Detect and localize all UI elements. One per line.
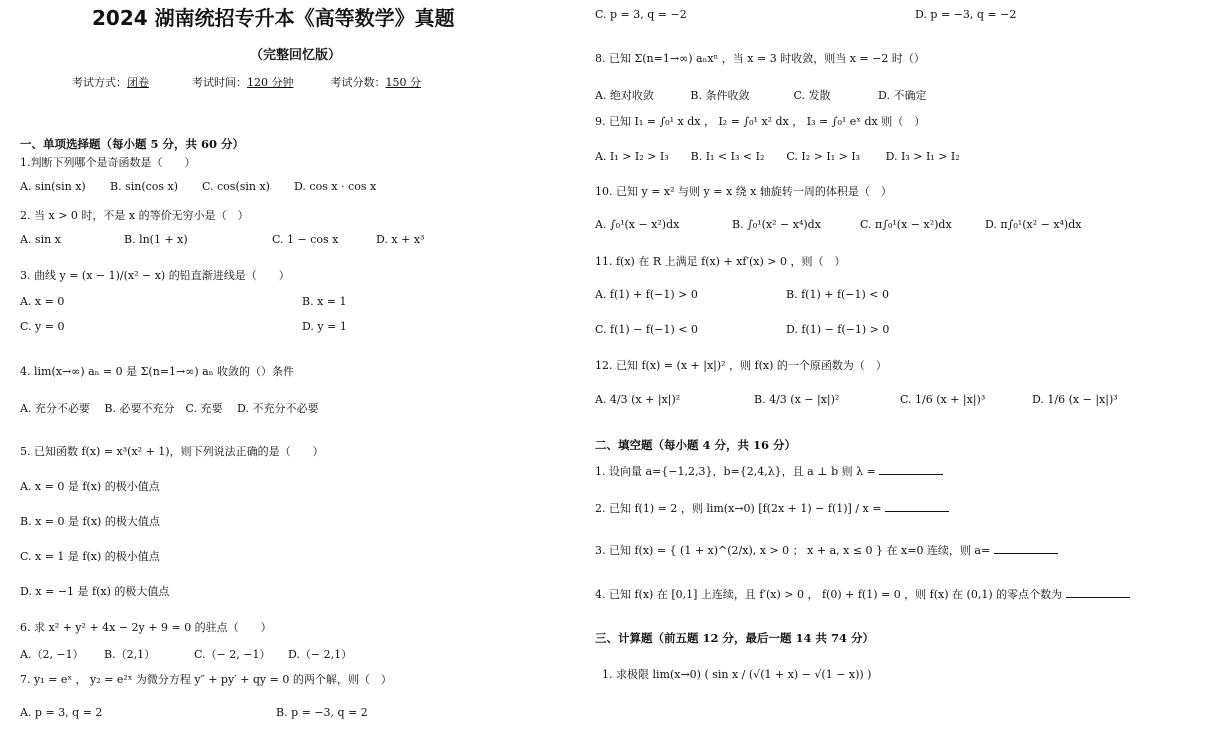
calc-question-1: 1. 求极限 lim(x→0) ( sin x / (√(1 + x) − √(1 − x)) ) xyxy=(602,668,872,681)
q11-option-c: C. f(1) − f(−1) < 0 xyxy=(595,323,698,336)
question-5: 5. 已知函数 f(x) = x³(x² + 1)，则下列说法正确的是（ ） xyxy=(20,445,324,458)
exam-score-label: 考试分数： xyxy=(330,76,386,89)
q4-options: A. 充分不必要 B. 必要不充分 C. 充要 D. 不充分不必要 xyxy=(20,402,319,415)
exam-time-value: 120 分钟 xyxy=(247,76,294,89)
q2-option-b: B. ln(1 + x) xyxy=(124,233,188,246)
exam-mode-label: 考试方式： xyxy=(72,76,127,89)
section-heading-choice: 一、单项选择题（每小题 5 分，共 60 分） xyxy=(20,137,245,151)
fill-3-blank xyxy=(994,543,1058,554)
section-heading-calc: 三、计算题（前五题 12 分，最后一题 14 共 74 分） xyxy=(595,631,875,645)
q7-option-a: A. p = 3, q = 2 xyxy=(20,706,103,719)
exam-mode-value: 闭卷 xyxy=(127,76,149,89)
q2-option-d: D. x + x³ xyxy=(376,233,425,246)
q12-option-b: B. 4/3 (x − |x|)² xyxy=(754,393,840,406)
q1-option-b: B. sin(cos x) xyxy=(110,180,179,193)
q6-option-c: C.（− 2, −1） xyxy=(194,648,271,661)
q5-option-d: D. x = −1 是 f(x) 的极大值点 xyxy=(20,585,170,598)
question-11: 11. f(x) 在 R 上满足 f(x) + xf′(x) > 0 ，则（ ） xyxy=(595,255,846,268)
q7-option-d: D. p = −3, q = −2 xyxy=(915,8,1017,21)
q5-option-b: B. x = 0 是 f(x) 的极大值点 xyxy=(20,515,160,528)
fill-4-blank xyxy=(1066,587,1130,598)
q2-option-c: C. 1 − cos x xyxy=(272,233,339,246)
fill-question-3 xyxy=(595,542,1058,558)
question-10: 10. 已知 y = x² 与则 y = x 绕 x 轴旋转一周的体积是（ ） xyxy=(595,185,892,198)
q7-option-b: B. p = −3, q = 2 xyxy=(276,706,368,719)
q5-option-a: A. x = 0 是 f(x) 的极小值点 xyxy=(20,480,160,493)
question-12: 12. 已知 f(x) = (x + |x|)² ，则 f(x) 的一个原函数为（ ） xyxy=(595,359,887,372)
question-7: 7. y₁ = eˣ ， y₂ = e²ˣ 为微分方程 y″ + py′ + qy = 0 的两个解，则（ ） xyxy=(20,673,392,686)
question-4: 4. lim(x→∞) aₙ = 0 是 Σ(n=1→∞) aₙ 收敛的（）条件 xyxy=(20,365,294,378)
q3-option-a: A. x = 0 xyxy=(20,295,65,308)
q1-option-a: A. sin(sin x) xyxy=(20,180,86,193)
question-8: 8. 已知 Σ(n=1→∞) aₙxⁿ ，当 x = 3 时收敛，则当 x = −2 时（） xyxy=(595,52,925,65)
q11-option-d: D. f(1) − f(−1) > 0 xyxy=(786,323,890,336)
q7-option-c: C. p = 3, q = −2 xyxy=(595,8,687,21)
q9-options: A. I₁ > I₂ > I₃ B. I₁ < I₃ < I₂ C. I₂ > I₁ > I₃ D. I₃ > I₁ > I₂ xyxy=(595,150,960,163)
q10-option-b: B. ∫₀¹(x² − x⁴)dx xyxy=(732,218,821,231)
q6-option-a: A.（2, −1） xyxy=(20,648,84,661)
q12-option-c: C. 1/6 (x + |x|)³ xyxy=(900,393,986,406)
question-3: 3. 曲线 y = (x − 1)/(x² − x) 的铅直渐进线是（ ） xyxy=(20,269,290,282)
q10-option-d: D. π∫₀¹(x² − x⁴)dx xyxy=(985,218,1082,231)
q8-options: A. 绝对收敛 B. 条件收敛 C. 发散 D. 不确定 xyxy=(595,89,927,102)
q1-option-d: D. cos x · cos x xyxy=(294,180,377,193)
page-title: 2024 湖南统招专升本《高等数学》真题 xyxy=(92,6,455,30)
fill-2-text: 2. 已知 f(1) = 2 ，则 lim(x→0) [f(2x + 1) − f(1)] / x = xyxy=(595,502,882,515)
question-2: 2. 当 x > 0 时，不是 x 的等价无穷小是（ ） xyxy=(20,209,249,222)
exam-time-label: 考试时间： xyxy=(192,76,247,89)
fill-1-blank xyxy=(879,464,943,475)
fill-3-text: 3. 已知 f(x) = { (1 + x)^(2/x), x > 0 ； x + a, x ≤ 0 } 在 x=0 连续，则 a= xyxy=(595,544,991,557)
q12-option-d: D. 1/6 (x − |x|)³ xyxy=(1032,393,1118,406)
q11-option-a: A. f(1) + f(−1) > 0 xyxy=(595,288,698,301)
question-1: 1.判断下列哪个是奇函数是（ ） xyxy=(20,156,196,169)
q3-option-b: B. x = 1 xyxy=(302,295,347,308)
q10-option-c: C. π∫₀¹(x − x²)dx xyxy=(860,218,952,231)
fill-question-1 xyxy=(595,463,943,479)
q10-option-a: A. ∫₀¹(x − x²)dx xyxy=(595,218,680,231)
q6-option-b: B.（2,1） xyxy=(104,648,156,661)
page-subtitle: （完整回忆版） xyxy=(250,48,342,63)
q12-option-a: A. 4/3 (x + |x|)² xyxy=(595,393,681,406)
section-heading-fill: 二、填空题（每小题 4 分，共 16 分） xyxy=(595,438,797,452)
question-9: 9. 已知 I₁ = ∫₀¹ x dx ， I₂ = ∫₀¹ x² dx ， I₃ = ∫₀¹ eˣ dx 则（ ） xyxy=(595,115,926,128)
fill-question-4 xyxy=(595,586,1130,602)
q1-option-c: C. cos(sin x) xyxy=(202,180,270,193)
fill-question-2 xyxy=(595,500,949,516)
fill-1-text: 1. 设向量 a={−1,2,3}，b={2,4,λ}，且 a ⊥ b 则 λ = xyxy=(595,465,876,478)
exam-info xyxy=(72,74,421,90)
q3-option-c: C. y = 0 xyxy=(20,320,65,333)
q11-option-b: B. f(1) + f(−1) < 0 xyxy=(786,288,890,301)
fill-2-blank xyxy=(885,501,949,512)
q2-option-a: A. sin x xyxy=(20,233,61,246)
q5-option-c: C. x = 1 是 f(x) 的极小值点 xyxy=(20,550,160,563)
question-6: 6. 求 x² + y² + 4x − 2y + 9 = 0 的驻点（ ） xyxy=(20,621,272,634)
exam-score-value: 150 分 xyxy=(385,76,421,89)
q3-option-d: D. y = 1 xyxy=(302,320,347,333)
q6-option-d: D.（− 2,1） xyxy=(288,648,353,661)
fill-4-text: 4. 已知 f(x) 在 [0,1] 上连续，且 f′(x) > 0 ， f(0) + f(1) = 0 ，则 f(x) 在 (0,1) 的零点个数为 xyxy=(595,588,1063,601)
